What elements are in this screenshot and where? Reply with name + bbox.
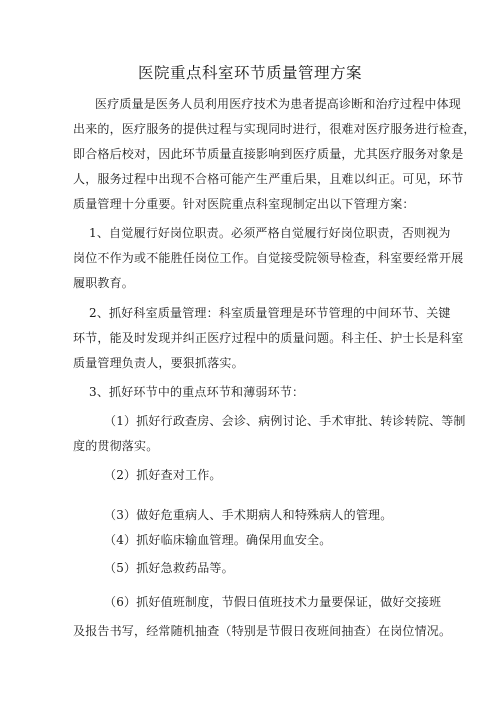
text-line: （6）抓好值班制度，节假日值班技术力量要保证，做好交接班 [104,595,442,609]
text-line: 度的贯彻落实。 [73,439,159,453]
text-line: 出来的，医疗服务的提供过程与实现同时进行，很难对医疗服务进行检查， [73,122,476,136]
text-line: 履职教育。 [73,276,135,290]
text-line: 及报告书写，经常随机抽查（特别是节假日夜班间抽查）在岗位情况。 [73,624,452,638]
text-line: （2）抓好查对工作。 [104,468,222,482]
document-title: 医院重点科室环节质量管理方案 [137,64,362,82]
text-line: （1）抓好行政查房、会诊、病例讨论、手术审批、转诊转院、等制 [104,414,466,428]
text-line: 质量管理负责人，要狠抓落实。 [73,356,244,370]
text-line: （5）抓好急救药品等。 [104,561,234,575]
text-line: 质量管理十分重要。针对医院重点科室现制定出以下管理方案： [73,197,415,211]
text-line: 人，服务过程中出现不合格可能产生严重后果，且难以纠正。可见，环节 [73,172,464,186]
text-line: 2、抓好科室质量管理：科室质量管理是环节管理的中间环节、关键 [89,306,451,320]
text-line: 环节，能及时发现并纠正医疗过程中的质量问题。科主任、护士长是科室 [73,331,464,345]
text-line: 3、抓好环节中的重点环节和薄弱环节： [89,385,305,399]
text-line: 1、自觉履行好岗位职责。必须严格自觉履行好岗位职责，否则视为 [89,226,451,240]
text-line: 岗位不作为或不能胜任岗位工作。自觉接受院领导检查，科室要经常开展 [73,251,464,265]
text-line: 医疗质量是医务人员利用医疗技术为患者提高诊断和治疗过程中体现 [95,97,462,111]
text-line: （3）做好危重病人、手术期病人和特殊病人的管理。 [104,508,393,522]
text-line: （4）抓好临床输血管理。确保用血安全。 [104,533,332,547]
text-line: 即合格后校对，因此环节质量直接影响到医疗质量，尤其医疗服务对象是 [73,147,464,161]
